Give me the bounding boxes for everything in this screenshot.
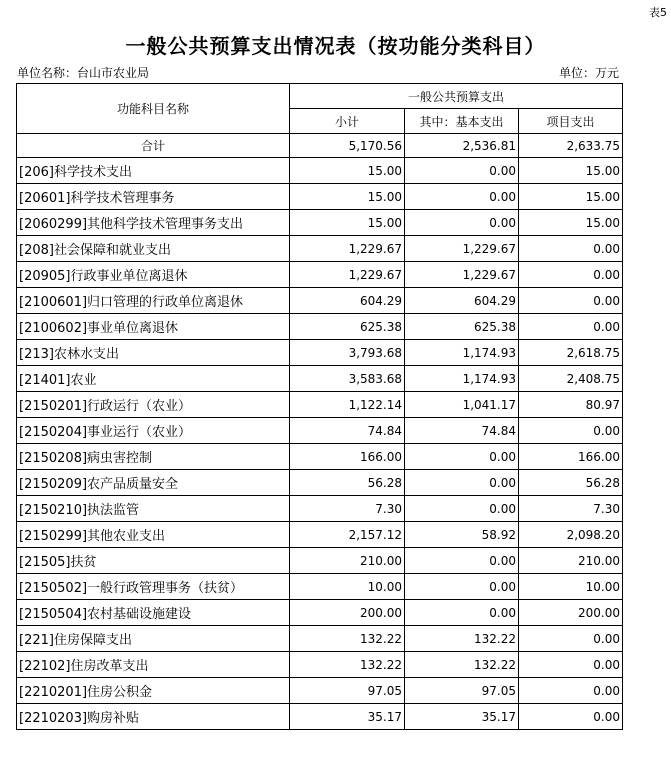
row-subtotal: 3,583.68 (290, 366, 405, 392)
row-basic-expenditure: 604.29 (405, 288, 519, 314)
row-function-name: [2060299]其他科学技术管理事务支出 (17, 210, 290, 236)
row-subtotal: 166.00 (290, 444, 405, 470)
table-row (17, 236, 623, 262)
table-row (17, 210, 623, 236)
table-row (17, 158, 623, 184)
row-project-expenditure: 200.00 (519, 600, 623, 626)
row-subtotal: 10.00 (290, 574, 405, 600)
row-function-name: [208]社会保障和就业支出 (17, 236, 290, 262)
row-basic-expenditure: 0.00 (405, 548, 519, 574)
row-basic-expenditure: 0.00 (405, 600, 519, 626)
row-subtotal: 132.22 (290, 652, 405, 678)
row-basic-expenditure: 1,174.93 (405, 366, 519, 392)
row-project-expenditure: 0.00 (519, 314, 623, 340)
total-label: 合计 (17, 134, 290, 158)
row-subtotal: 97.05 (290, 678, 405, 704)
row-function-name: [2210203]购房补贴 (17, 704, 290, 730)
row-project-expenditure: 166.00 (519, 444, 623, 470)
row-function-name: [21401]农业 (17, 366, 290, 392)
table-row (17, 418, 623, 444)
row-project-expenditure: 210.00 (519, 548, 623, 574)
row-function-name: [221]住房保障支出 (17, 626, 290, 652)
row-function-name: [2100601]归口管理的行政单位离退休 (17, 288, 290, 314)
table-row (17, 496, 623, 522)
table-row (17, 704, 623, 730)
row-basic-expenditure: 97.05 (405, 678, 519, 704)
row-subtotal: 210.00 (290, 548, 405, 574)
row-function-name: [213]农林水支出 (17, 340, 290, 366)
table-row (17, 548, 623, 574)
table-row (17, 366, 623, 392)
row-basic-expenditure: 35.17 (405, 704, 519, 730)
row-function-name: [2150204]事业运行（农业） (17, 418, 290, 444)
row-function-name: [2150208]病虫害控制 (17, 444, 290, 470)
row-project-expenditure: 10.00 (519, 574, 623, 600)
row-basic-expenditure: 132.22 (405, 626, 519, 652)
row-basic-expenditure: 0.00 (405, 210, 519, 236)
row-basic-expenditure: 74.84 (405, 418, 519, 444)
row-project-expenditure: 0.00 (519, 418, 623, 444)
total-basic: 2,536.81 (405, 134, 519, 158)
row-basic-expenditure: 0.00 (405, 444, 519, 470)
table-row (17, 600, 623, 626)
row-basic-expenditure: 0.00 (405, 496, 519, 522)
row-project-expenditure: 0.00 (519, 288, 623, 314)
row-project-expenditure: 15.00 (519, 184, 623, 210)
row-basic-expenditure: 0.00 (405, 158, 519, 184)
row-function-name: [206]科学技术支出 (17, 158, 290, 184)
row-basic-expenditure: 625.38 (405, 314, 519, 340)
row-project-expenditure: 56.28 (519, 470, 623, 496)
row-subtotal: 132.22 (290, 626, 405, 652)
row-basic-expenditure: 132.22 (405, 652, 519, 678)
row-subtotal: 200.00 (290, 600, 405, 626)
table-row (17, 652, 623, 678)
table-row (17, 444, 623, 470)
table-row (17, 288, 623, 314)
table-row (17, 340, 623, 366)
row-basic-expenditure: 1,174.93 (405, 340, 519, 366)
row-subtotal: 15.00 (290, 158, 405, 184)
row-function-name: [2150201]行政运行（农业） (17, 392, 290, 418)
row-project-expenditure: 0.00 (519, 704, 623, 730)
row-project-expenditure: 7.30 (519, 496, 623, 522)
row-basic-expenditure: 0.00 (405, 470, 519, 496)
row-function-name: [21505]扶贫 (17, 548, 290, 574)
table-number-label: 表5 (649, 6, 667, 19)
row-basic-expenditure: 0.00 (405, 184, 519, 210)
table-row (17, 470, 623, 496)
row-project-expenditure: 15.00 (519, 158, 623, 184)
row-project-expenditure: 80.97 (519, 392, 623, 418)
row-function-name: [2210201]住房公积金 (17, 678, 290, 704)
table-row (17, 262, 623, 288)
row-project-expenditure: 15.00 (519, 210, 623, 236)
row-subtotal: 74.84 (290, 418, 405, 444)
row-function-name: [2150299]其他农业支出 (17, 522, 290, 548)
total-subtotal: 5,170.56 (290, 134, 405, 158)
header-function-name: 功能科目名称 (17, 84, 290, 134)
row-function-name: [20905]行政事业单位离退休 (17, 262, 290, 288)
page-title: 一般公共预算支出情况表（按功能分类科目） (125, 34, 546, 58)
row-subtotal: 1,229.67 (290, 236, 405, 262)
header-project-expenditure: 项目支出 (519, 109, 623, 134)
header-row-group (17, 84, 623, 109)
row-subtotal: 35.17 (290, 704, 405, 730)
row-subtotal: 1,229.67 (290, 262, 405, 288)
row-subtotal: 1,122.14 (290, 392, 405, 418)
row-function-name: [2150209]农产品质量安全 (17, 470, 290, 496)
table-row (17, 574, 623, 600)
table-row (17, 678, 623, 704)
unit-name: 单位名称：台山市农业局 (17, 66, 150, 80)
row-project-expenditure: 0.00 (519, 678, 623, 704)
budget-table (16, 83, 623, 730)
row-project-expenditure: 0.00 (519, 262, 623, 288)
row-function-name: [2150502]一般行政管理事务（扶贫） (17, 574, 290, 600)
row-subtotal: 604.29 (290, 288, 405, 314)
total-project: 2,633.75 (519, 134, 623, 158)
table-row (17, 392, 623, 418)
row-subtotal: 2,157.12 (290, 522, 405, 548)
row-basic-expenditure: 1,229.67 (405, 262, 519, 288)
row-basic-expenditure: 58.92 (405, 522, 519, 548)
header-basic-expenditure: 其中：基本支出 (405, 109, 519, 134)
row-function-name: [20601]科学技术管理事务 (17, 184, 290, 210)
table-row (17, 184, 623, 210)
row-subtotal: 3,793.68 (290, 340, 405, 366)
row-project-expenditure: 2,098.20 (519, 522, 623, 548)
row-project-expenditure: 0.00 (519, 236, 623, 262)
row-function-name: [2150504]农村基础设施建设 (17, 600, 290, 626)
row-subtotal: 7.30 (290, 496, 405, 522)
row-project-expenditure: 2,618.75 (519, 340, 623, 366)
header-general-budget: 一般公共预算支出 (290, 84, 623, 109)
row-function-name: [2100602]事业单位离退休 (17, 314, 290, 340)
row-basic-expenditure: 1,041.17 (405, 392, 519, 418)
row-subtotal: 625.38 (290, 314, 405, 340)
row-basic-expenditure: 1,229.67 (405, 236, 519, 262)
row-basic-expenditure: 0.00 (405, 574, 519, 600)
row-project-expenditure: 0.00 (519, 652, 623, 678)
row-project-expenditure: 0.00 (519, 626, 623, 652)
currency-unit: 单位：万元 (558, 66, 619, 80)
row-subtotal: 15.00 (290, 210, 405, 236)
table-row (17, 626, 623, 652)
row-function-name: [2150210]执法监管 (17, 496, 290, 522)
table-row (17, 314, 623, 340)
table-row (17, 522, 623, 548)
total-row (17, 134, 623, 158)
row-project-expenditure: 2,408.75 (519, 366, 623, 392)
header-subtotal: 小计 (290, 109, 405, 134)
row-function-name: [22102]住房改革支出 (17, 652, 290, 678)
row-subtotal: 15.00 (290, 184, 405, 210)
row-subtotal: 56.28 (290, 470, 405, 496)
